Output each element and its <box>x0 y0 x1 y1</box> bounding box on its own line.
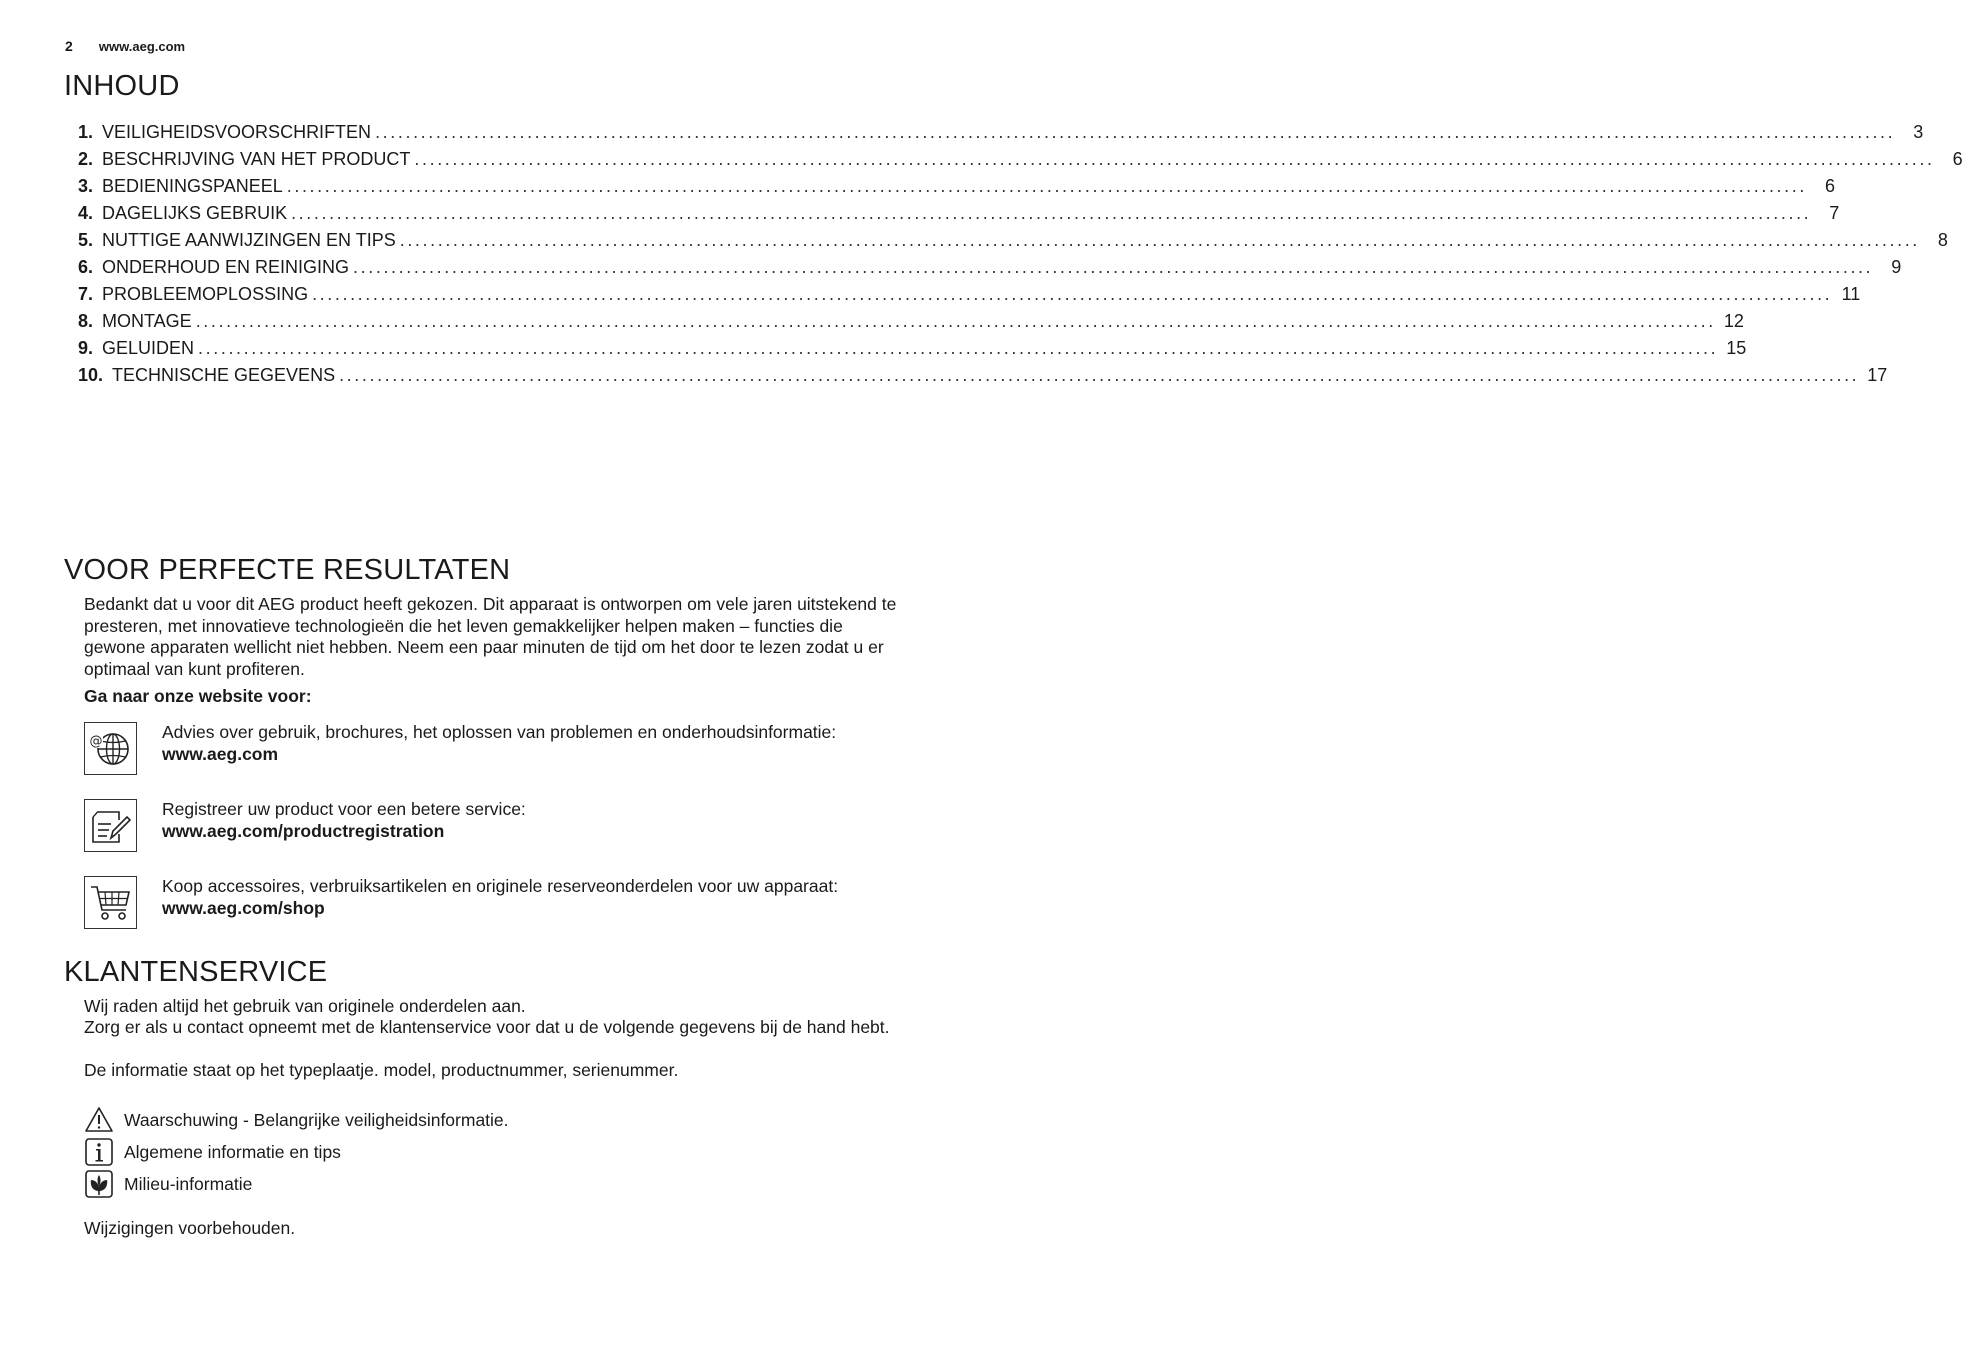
service-heading: KLANTENSERVICE <box>64 956 328 988</box>
toc-entry-number: 3. <box>78 176 94 196</box>
website-item-text <box>162 876 902 919</box>
toc-leader-dots: ........................................................................................................................................................................................................ <box>198 338 1719 358</box>
toc-entry[interactable] <box>78 284 1861 311</box>
toc-leader-dots: ........................................................................................................................................................................................................ <box>414 149 1935 169</box>
toc-entry[interactable] <box>78 365 1888 392</box>
toc-leader-dots: ........................................................................................................................................................................................................ <box>286 176 1807 196</box>
toc-entry-number: 5. <box>78 230 94 250</box>
legend-info-text: Algemene informatie en tips <box>124 1141 341 1162</box>
toc-entry-title: VEILIGHEIDSVOORSCHRIFTEN <box>102 122 372 142</box>
website-item-text <box>162 799 902 842</box>
toc-entry[interactable] <box>78 230 1948 257</box>
service-line-contact: Zorg er als u contact opneemt met de klantenservice voor dat u de volgende gegevens bij de hand hebt. <box>84 1017 890 1037</box>
toc-leader-dots: ........................................................................................................................................................................................................ <box>375 122 1896 142</box>
toc-entry-title: NUTTIGE AANWIJZINGEN EN TIPS <box>102 230 396 250</box>
page-number: 2 <box>65 38 73 54</box>
toc-entry-page: 6 <box>1952 149 1963 169</box>
advice-link[interactable]: www.aeg.com <box>162 743 279 764</box>
toc-leader-dots: ........................................................................................................................................................................................................ <box>399 230 1920 250</box>
legend-item <box>84 1136 509 1168</box>
website-label: Ga naar onze website voor: <box>84 686 312 706</box>
toc-entry-page: 9 <box>1891 257 1902 277</box>
registration-description: Registreer uw product voor een betere service: <box>162 799 526 819</box>
toc-entry-number: 7. <box>78 284 94 304</box>
toc-entry[interactable] <box>78 122 1924 149</box>
registration-link[interactable]: www.aeg.com/productregistration <box>162 820 445 841</box>
toc-entry-number: 8. <box>78 311 94 331</box>
toc-entry-title: PROBLEEMOPLOSSING <box>102 284 309 304</box>
legend-item <box>84 1168 509 1200</box>
info-icon <box>84 1138 114 1166</box>
service-line-typeplate: De informatie staat op het typeplaatje. model, productnummer, serienummer. <box>84 1060 679 1080</box>
registration-pencil-icon <box>84 799 137 852</box>
toc-entry-title: ONDERHOUD EN REINIGING <box>102 257 350 277</box>
toc-entry-title: MONTAGE <box>102 311 192 331</box>
results-intro: Bedankt dat u voor dit AEG product heeft gekozen. Dit apparaat is ontworpen om vele jaren uitstekend te presteren, met innovatieve technologieën die het leven gemakkelijker helpen maken – functies die gewone apparaten wellicht niet hebben. Neem een paar minuten de tijd om het door te lezen zodat u er optimaal van kunt profiteren. <box>84 594 897 679</box>
toc-entry-page: 7 <box>1829 203 1840 223</box>
service-line-parts: Wij raden altijd het gebruik van originele onderdelen aan. <box>84 996 526 1016</box>
shop-link[interactable]: www.aeg.com/shop <box>162 897 325 918</box>
table-of-contents <box>78 122 1963 392</box>
toc-leader-dots: ........................................................................................................................................................................................................ <box>195 311 1716 331</box>
toc-entry[interactable] <box>78 149 1963 176</box>
toc-entry-page: 17 <box>1867 365 1888 385</box>
globe-at-icon <box>84 722 137 775</box>
toc-heading: INHOUD <box>64 70 180 102</box>
toc-entry[interactable] <box>78 257 1902 284</box>
toc-entry-number: 2. <box>78 149 94 169</box>
warning-triangle-icon <box>84 1106 114 1134</box>
toc-entry-page: 8 <box>1937 230 1948 250</box>
toc-entry-page: 3 <box>1913 122 1924 142</box>
toc-leader-dots: ........................................................................................................................................................................................................ <box>291 203 1812 223</box>
environment-leaf-icon <box>84 1170 114 1198</box>
toc-leader-dots: ........................................................................................................................................................................................................ <box>353 257 1874 277</box>
toc-entry[interactable] <box>78 311 1744 338</box>
toc-entry-number: 1. <box>78 122 94 142</box>
toc-entry-number: 10. <box>78 365 104 385</box>
toc-entry-page: 12 <box>1723 311 1744 331</box>
toc-entry-number: 4. <box>78 203 94 223</box>
website-item-text <box>162 722 902 765</box>
toc-entry-number: 9. <box>78 338 94 358</box>
toc-leader-dots: ........................................................................................................................................................................................................ <box>339 365 1860 385</box>
toc-entry[interactable] <box>78 203 1840 230</box>
toc-entry-title: DAGELIJKS GEBRUIK <box>102 203 288 223</box>
results-heading: VOOR PERFECTE RESULTATEN <box>64 554 511 586</box>
legend-environment-text: Milieu-informatie <box>124 1173 253 1194</box>
toc-entry-title: TECHNISCHE GEGEVENS <box>112 365 336 385</box>
footer-note: Wijzigingen voorbehouden. <box>84 1218 296 1238</box>
toc-entry-page: 15 <box>1726 338 1747 358</box>
toc-entry-page: 11 <box>1841 284 1861 304</box>
toc-entry[interactable] <box>78 338 1747 365</box>
header-url[interactable]: www.aeg.com <box>98 39 186 54</box>
legend-item <box>84 1104 509 1136</box>
toc-entry-title: BESCHRIJVING VAN HET PRODUCT <box>102 149 411 169</box>
symbol-legend <box>84 1104 509 1200</box>
toc-entry-title: GELUIDEN <box>102 338 195 358</box>
toc-entry-number: 6. <box>78 257 94 277</box>
shop-description: Koop accessoires, verbruiksartikelen en originele reserveonderdelen voor uw apparaat: <box>162 876 839 896</box>
toc-entry-page: 6 <box>1824 176 1835 196</box>
legend-warning-text: Waarschuwing - Belangrijke veiligheidsinformatie. <box>124 1109 509 1130</box>
svg-text:@: @ <box>89 734 103 749</box>
advice-description: Advies over gebruik, brochures, het oplossen van problemen en onderhoudsinformatie: <box>162 722 837 742</box>
toc-leader-dots: ........................................................................................................................................................................................................ <box>312 284 1833 304</box>
toc-entry[interactable] <box>78 176 1835 203</box>
shopping-cart-icon <box>84 876 137 929</box>
page-header <box>65 38 185 54</box>
toc-entry-title: BEDIENINGSPANEEL <box>102 176 283 196</box>
